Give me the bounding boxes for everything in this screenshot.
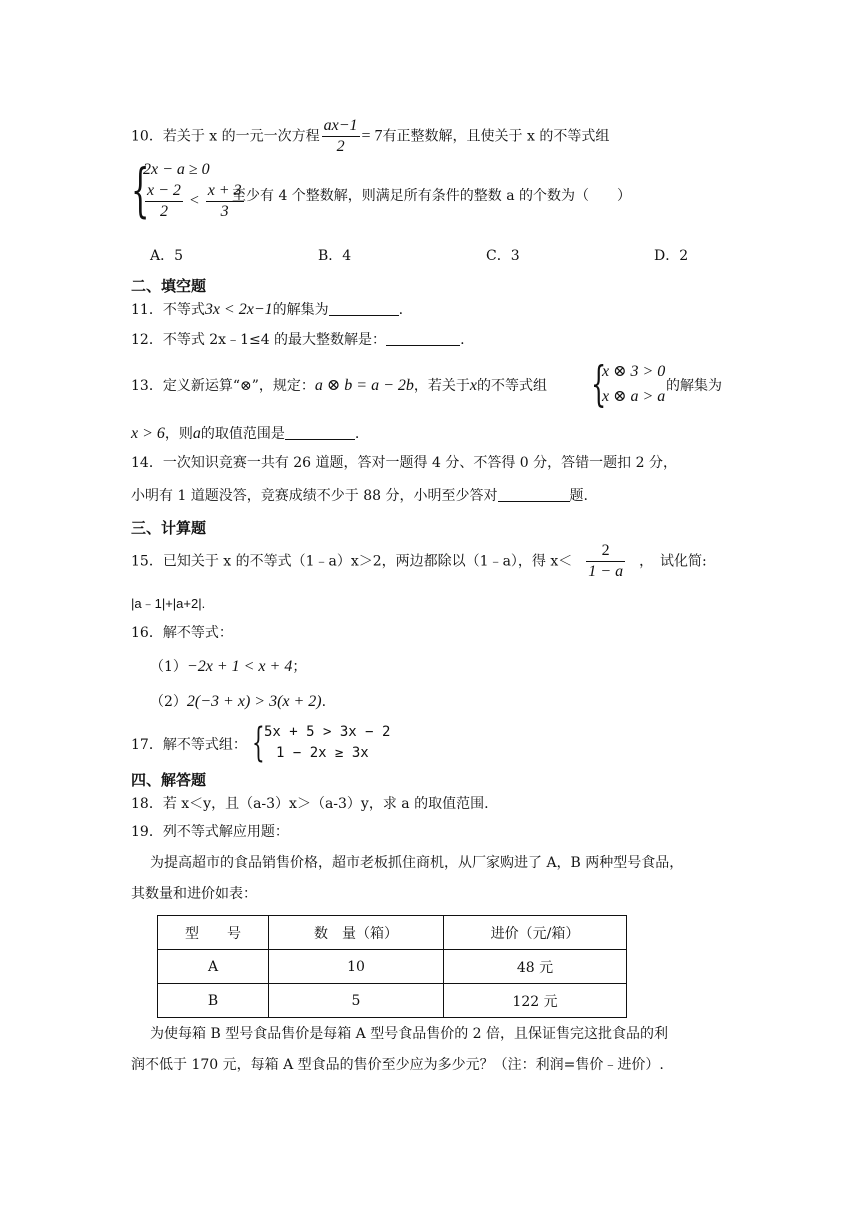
q16-part2: （2）2(−3 + x) > 3(x + 2). <box>150 693 327 710</box>
q13-line2: x > 6，则a的取值范围是 . <box>131 425 360 442</box>
q18: 18．若 x＜y，且（a-3）x＞（a-3）y，求 a 的取值范围. <box>131 796 489 812</box>
q15-line2: |a﹣1|+|a+2|. <box>131 596 206 611</box>
q10-equals: = 7 <box>361 127 383 145</box>
q19-para2-line1: 为使每箱 B 型号食品售价是每箱 A 型号食品售价的 2 倍，且保证售完这批食品的利 <box>150 1026 669 1042</box>
q11: 11．不等式3x < 2x−1的解集为 . <box>131 301 404 318</box>
q11-math: 3x < 2x−1 <box>204 301 273 318</box>
table-cell: B <box>158 984 269 1018</box>
q10-system-row1: 2x − a ≥ 0 <box>143 161 210 178</box>
q10-row2-left-fraction: $\frac{x - 2}{2}$ <box>147 182 181 220</box>
q17-system-row2: 1 − 2x ≥ 3x <box>276 745 369 761</box>
q13-system-brace: { <box>591 356 607 412</box>
table-row <box>158 984 627 1018</box>
table-cell: A <box>158 950 269 984</box>
q10-fraction: $\frac{ax-1}{2}$ <box>323 117 358 155</box>
table-cell: 48 元 <box>444 950 627 984</box>
section-2-heading: 二、填空题 <box>131 277 207 295</box>
q14-line1: 14．一次知识竞赛一共有 26 道题，答对一题得 4 分、不答得 0 分，答错一题扣 2 分， <box>131 455 677 471</box>
q10-line1 <box>131 116 609 157</box>
q13-system-row1: x ⊗ 3 > 0 <box>602 363 666 380</box>
section-3-heading: 三、计算题 <box>131 519 207 537</box>
q13-system-row2: x ⊗ a > a <box>602 388 666 405</box>
q13-line1-end: 的解集为 <box>666 378 722 394</box>
q10-text-pre: 10．若关于 x 的一元一次方程 <box>131 128 320 145</box>
q10-option-d: D．2 <box>654 248 689 264</box>
q17-text: 17．解不等式组： <box>131 737 247 753</box>
q10-text-post: 有正整数解，且使关于 x 的不等式组 <box>382 128 610 145</box>
q17-system-row1: 5x + 5 > 3x − 2 <box>264 724 391 740</box>
table-header-cell: 数 量（箱） <box>269 916 444 950</box>
table-header-cell: 型 号 <box>158 916 269 950</box>
q10-system-brace: { <box>131 156 150 224</box>
table-header-row <box>158 916 627 950</box>
q15-fraction: $\frac{2}{1 - a}$ <box>588 542 624 580</box>
table-cell: 122 元 <box>444 984 627 1018</box>
table-header-cell: 进价（元/箱） <box>444 916 627 950</box>
q10-row2-right-fraction: $\frac{x + 3}{3}$ <box>207 182 242 220</box>
q10-system-row2: $\frac{x - 2}{2}$ < $\frac{x + 3}{3}$ <box>147 182 242 220</box>
q12: 12．不等式 2x﹣1≤4 的最大整数解是： . <box>131 332 465 348</box>
q10-option-b: B．4 <box>318 248 352 264</box>
q19-para1-line2: 其数量和进价如表： <box>131 886 257 902</box>
table-cell: 10 <box>269 950 444 984</box>
q14-line2: 小明有 1 道题没答，竞赛成绩不少于 88 分，小明至少答对 题. <box>131 488 588 504</box>
q10-option-a: A．5 <box>150 248 184 264</box>
q12-answer-blank <box>386 331 460 346</box>
q16-part1: （1）−2x + 1 < x + 4； <box>150 658 307 675</box>
q15-line1: 15．已知关于 x 的不等式（1﹣a）x＞2，两边都除以（1﹣a），得 x＜ $\frac{2}{1 - a}$ ， 试化简: <box>131 542 707 580</box>
q16-title: 16．解不等式： <box>131 625 233 641</box>
q14-answer-blank <box>498 487 570 502</box>
section-4-heading: 四、解答题 <box>131 771 207 789</box>
q13-definition: a ⊗ b = a − 2b <box>314 377 414 394</box>
q10-option-c: C．3 <box>486 248 520 264</box>
q11-answer-blank <box>329 301 399 316</box>
q10-line2: 至少有 4 个整数解，则满足所有条件的整数 a 的个数为（ ） <box>232 188 632 204</box>
q17-system-brace: { <box>252 720 265 766</box>
q13-answer-blank <box>285 425 355 440</box>
q19-para1-line1: 为提高超市的食品销售价格，超市老板抓住商机，从厂家购进了 A，B 两种型号食品， <box>150 855 684 871</box>
q13-line1: 13．定义新运算“⊗”，规定：a ⊗ b = a − 2b，若关于x的不等式组 <box>131 377 547 394</box>
table-cell: 5 <box>269 984 444 1018</box>
product-table <box>157 915 627 1018</box>
q19-para2-line2: 润不低于 170 元，每箱 A 型食品的售价至少应为多少元？（注：利润=售价﹣进价）. <box>131 1057 664 1073</box>
q19-title: 19．列不等式解应用题： <box>131 824 289 840</box>
table-row <box>158 950 627 984</box>
